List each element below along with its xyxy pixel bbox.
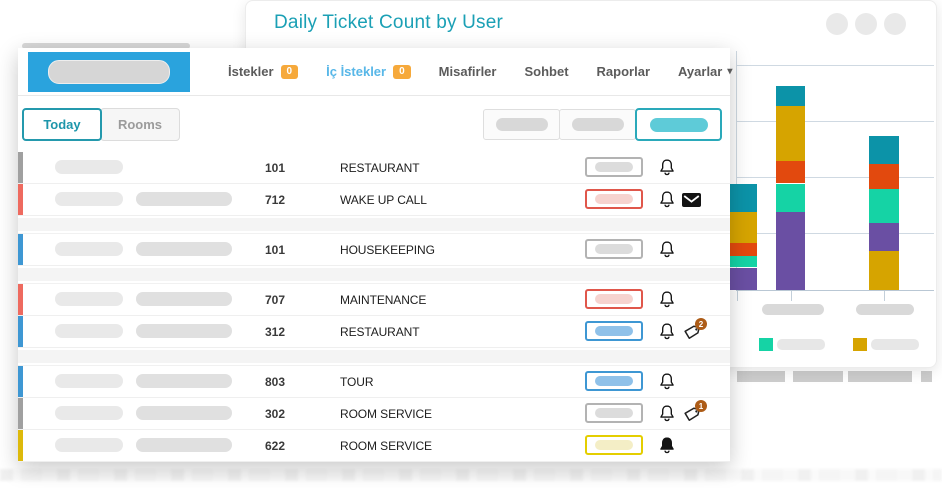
status-label-redacted: [595, 440, 633, 450]
window-dot: [855, 13, 877, 35]
chart-bar-segment-teal: [727, 184, 757, 212]
group-separator: [18, 348, 730, 366]
status-label-redacted: [595, 194, 633, 204]
row-status-edge-red: [18, 184, 23, 215]
status-button-gray[interactable]: [585, 239, 643, 259]
chart-title: Daily Ticket Count by User: [274, 12, 504, 33]
room-number: 302: [264, 407, 285, 421]
chart-bar-segment-gold: [869, 251, 899, 290]
group-separator-band: [18, 268, 730, 281]
nav-item-ayarlar[interactable]: [664, 64, 746, 79]
chart-bar-segment-teal: [869, 136, 899, 164]
room-number: 712: [264, 193, 285, 207]
redacted-text-pill: [136, 192, 232, 206]
chart-bar-segment-purple: [776, 212, 805, 290]
nav-item-label: İç İstekler: [326, 64, 387, 79]
ticket-category: ROOM SERVICE: [340, 407, 432, 421]
chart-bar-segment-gold: [776, 105, 805, 161]
group-separator-band: [18, 218, 730, 231]
logo-redacted-pill: [48, 60, 170, 84]
nav-item-i-stekler[interactable]: [214, 64, 312, 79]
toolbar: [18, 96, 730, 152]
filter-button-2[interactable]: [559, 109, 636, 140]
nav-item-raporlar[interactable]: [583, 64, 664, 79]
nav-item-label: Raporlar: [596, 64, 651, 79]
status-button-red[interactable]: [585, 289, 643, 309]
nav-item-sohbet[interactable]: [510, 64, 582, 79]
count-badge: 0: [281, 65, 299, 79]
bell-filled-icon[interactable]: [659, 436, 675, 460]
chart-bar-segment-green: [776, 184, 805, 212]
status-button-blue[interactable]: [585, 371, 643, 391]
tab-rooms[interactable]: [100, 108, 180, 141]
bell-icon[interactable]: [659, 322, 675, 346]
window-dot: [826, 13, 848, 35]
status-button-blue[interactable]: [585, 321, 643, 341]
nav-item-label: Sohbet: [524, 64, 569, 79]
window-dots: [826, 13, 906, 35]
row-status-edge-gray: [18, 152, 23, 183]
ticket-category: ROOM SERVICE: [340, 439, 432, 453]
status-button-gray[interactable]: [585, 157, 643, 177]
redacted-text-pill: [55, 192, 123, 206]
chart-bar-segment-orange: [727, 242, 757, 256]
filter-button-3-selected[interactable]: [635, 108, 722, 141]
group-separator-band: [18, 350, 730, 363]
tab-today-label: Today: [43, 117, 81, 132]
redacted-text-pill: [136, 242, 232, 256]
redacted-text-pill: [136, 374, 232, 388]
status-label-redacted: [595, 326, 633, 336]
tag-badge-icon[interactable]: [682, 401, 704, 429]
bell-icon[interactable]: [659, 190, 675, 214]
tab-rooms-label: Rooms: [117, 117, 163, 132]
row-status-edge-red: [18, 284, 23, 315]
chevron-down-icon: ▾: [727, 66, 733, 77]
top-navbar: [18, 48, 733, 96]
redacted-text-pill: [55, 438, 123, 452]
ticket-row[interactable]: [18, 430, 730, 462]
chart-x-tick: [884, 291, 885, 301]
status-label-redacted: [595, 294, 633, 304]
row-status-edge-yellow: [18, 430, 23, 461]
ticket-row[interactable]: [18, 398, 730, 430]
tag-icon-wrap[interactable]: [682, 319, 704, 347]
status-label-redacted: [595, 376, 633, 386]
room-number: 622: [264, 439, 285, 453]
nav-item-label: Ayarlar: [678, 64, 723, 79]
redacted-text-pill: [55, 160, 123, 174]
background-bar: [793, 371, 843, 382]
filter-label-redacted: [650, 118, 708, 132]
ticket-category: RESTAURANT: [340, 325, 420, 339]
legend-swatch-green: [759, 338, 773, 351]
redacted-text-pill: [55, 292, 123, 306]
room-number: 101: [264, 243, 285, 257]
group-separator: [18, 216, 730, 234]
chart-x-axis: [736, 290, 934, 291]
ticket-category: WAKE UP CALL: [340, 193, 427, 207]
bell-icon[interactable]: [659, 240, 675, 264]
status-button-yellow[interactable]: [585, 435, 643, 455]
background-bar: [848, 371, 912, 382]
chart-bar-segment-green: [727, 256, 757, 267]
chart-bar-segment-orange: [869, 164, 899, 189]
ticket-row[interactable]: [18, 366, 730, 398]
ticket-row[interactable]: [18, 316, 730, 348]
row-status-edge-gray: [18, 398, 23, 429]
legend-swatch-gold: [853, 338, 867, 351]
count-badge: 0: [393, 65, 411, 79]
room-number: 707: [264, 293, 285, 307]
redacted-text-pill: [136, 292, 232, 306]
chart-x-tick: [791, 291, 792, 301]
chart-bar-segment-gold: [727, 212, 757, 243]
ticket-row[interactable]: [18, 234, 730, 266]
nav-item-i-i-stekler[interactable]: [312, 64, 425, 79]
bell-icon[interactable]: [659, 404, 675, 428]
bell-icon[interactable]: [659, 372, 675, 396]
legend-label-redacted: [871, 339, 919, 350]
legend-label-redacted: [777, 339, 825, 350]
tag-icon-wrap[interactable]: [682, 401, 704, 429]
redacted-text-pill: [136, 406, 232, 420]
nav-menu: [214, 48, 733, 95]
envelope-icon[interactable]: [682, 193, 701, 212]
ticket-row[interactable]: [18, 184, 730, 216]
row-status-edge-blue: [18, 316, 23, 347]
nav-item-label: Misafirler: [438, 64, 497, 79]
chart-bar-segment-green: [869, 189, 899, 223]
row-status-edge-blue: [18, 366, 23, 397]
ticket-category: RESTAURANT: [340, 161, 420, 175]
room-number: 101: [264, 161, 285, 175]
background-bar: [921, 371, 932, 382]
chart-bar-segment-purple: [869, 223, 899, 251]
chart-gridline: [736, 121, 934, 122]
tag-count-badge: 1: [695, 400, 707, 412]
bell-icon[interactable]: [659, 290, 675, 314]
ticket-table: [18, 152, 730, 462]
filter-label-redacted: [496, 118, 548, 131]
chart-gridline: [736, 65, 934, 66]
nav-item-label: İstekler: [228, 64, 274, 79]
status-button-gray[interactable]: [585, 403, 643, 423]
blurred-footer-text: [0, 469, 942, 481]
ticket-category: TOUR: [340, 375, 374, 389]
redacted-text-pill: [136, 438, 232, 452]
app-logo[interactable]: [28, 52, 190, 92]
room-number: 803: [264, 375, 285, 389]
chart-gridline: [736, 233, 934, 234]
background-bar: [737, 371, 785, 382]
redacted-text-pill: [55, 324, 123, 338]
chart-gridline: [736, 177, 934, 178]
tag-badge-icon[interactable]: [682, 319, 704, 347]
redacted-text-pill: [55, 242, 123, 256]
ticket-list-window: [18, 48, 733, 462]
status-label-redacted: [595, 162, 633, 172]
x-axis-label-redacted: [856, 304, 914, 315]
chart-bar-segment-teal: [776, 86, 805, 106]
ticket-category: HOUSEKEEPING: [340, 243, 435, 257]
tag-count-badge: 2: [695, 318, 707, 330]
chart-bar-segment-orange: [776, 161, 805, 183]
redacted-text-pill: [136, 324, 232, 338]
redacted-text-pill: [55, 406, 123, 420]
status-label-redacted: [595, 244, 633, 254]
ticket-row[interactable]: [18, 152, 730, 184]
filter-button-1[interactable]: [483, 109, 560, 140]
row-status-edge-blue: [18, 234, 23, 265]
chart-x-tick: [737, 291, 738, 301]
chart-bar-segment-purple: [727, 268, 757, 290]
x-axis-label-redacted: [762, 304, 824, 315]
nav-item-misafirler[interactable]: [425, 64, 511, 79]
ticket-category: MAINTENANCE: [340, 293, 427, 307]
bell-icon[interactable]: [659, 158, 675, 182]
tab-today[interactable]: [22, 108, 102, 141]
status-label-redacted: [595, 408, 633, 418]
window-dot: [884, 13, 906, 35]
group-separator: [18, 266, 730, 284]
ticket-row[interactable]: [18, 284, 730, 316]
status-button-red[interactable]: [585, 189, 643, 209]
room-number: 312: [264, 325, 285, 339]
filter-label-redacted: [572, 118, 624, 131]
redacted-text-pill: [55, 374, 123, 388]
